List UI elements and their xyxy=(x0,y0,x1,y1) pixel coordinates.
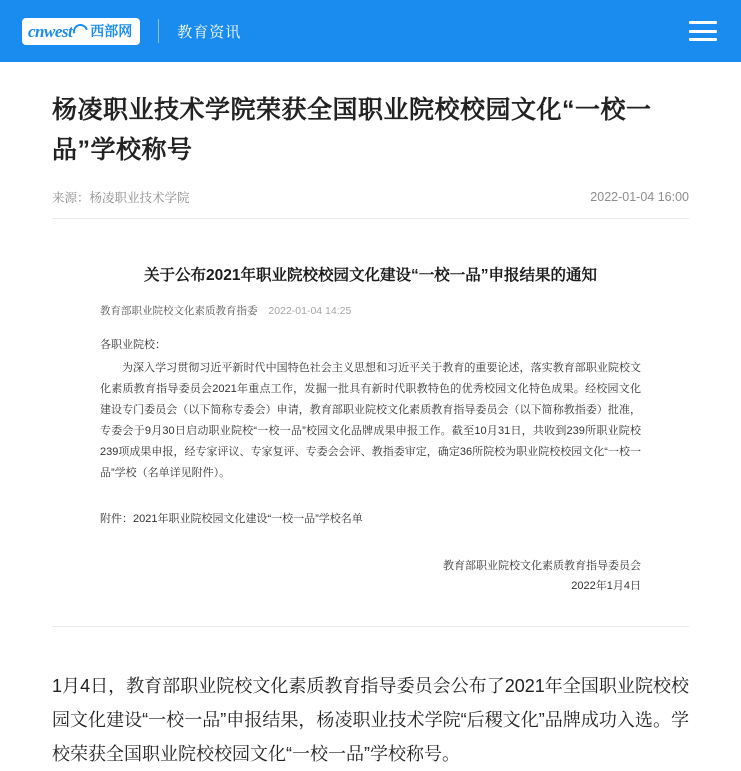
document-signature-date: 2022年1月4日 xyxy=(571,580,641,592)
site-header xyxy=(0,0,741,62)
article-summary: 1月4日，教育部职业院校文化素质教育指导委员会公布了2021年全国职业院校校园文化建设“一校一品”申报结果，杨凌职业技术学院“后稷文化”品牌成功入选。学校荣获全国职业院校校园文化“一校一品”学校称号。 xyxy=(52,676,689,764)
document-body: 为深入学习贯彻习近平新时代中国特色社会主义思想和习近平关于教育的重要论述，落实教育部职业院校文化素质教育指导委员会2021年重点工作，发掘一批具有新时代职教特色的优秀校园文化特色成果。经校园文化建设专门委员会（以下简称专委会）申请，教育部职业院校文化素质教育指导委员会（以下简称教指委）批准，专委会于9月30日启动职业院校“一校一品”校园文化品牌成果申报工作。截至10月31日，共收到239所职业院校239项成果申报，经专家评议、专家复评、专委会会评、教指委审定，确定36所院校为职业院校校园文化“一校一品”学校（名单详见附件）。 xyxy=(100,362,641,479)
site-logo[interactable] xyxy=(22,18,140,45)
document-time: 2022-01-04 14:25 xyxy=(268,305,352,317)
menu-bar-1 xyxy=(689,21,717,24)
embedded-document xyxy=(52,235,689,627)
menu-bar-2 xyxy=(689,30,717,33)
page-title: 杨凌职业技术学院荣获全国职业院校校园文化“一校一品”学校称号 xyxy=(52,96,652,164)
header-divider xyxy=(158,19,159,43)
article-source: 来源：杨凌职业技术学院 xyxy=(52,191,190,205)
document-title: 关于公布2021年职业院校校园文化建设“一校一品”申报结果的通知 xyxy=(144,267,597,284)
article-container xyxy=(0,90,741,771)
article-publish-time: 2022-01-04 16:00 xyxy=(590,190,689,204)
document-attachment: 附件：2021年职业院校园文化建设“一校一品”学校名单 xyxy=(100,513,363,525)
document-salutation: 各职业院校： xyxy=(100,339,166,351)
document-signature xyxy=(100,556,641,596)
logo-text-cnwest: cnwest xyxy=(28,21,73,41)
document-source: 教育部职业院校文化素质教育指委 xyxy=(100,305,258,317)
hamburger-menu-icon[interactable] xyxy=(689,21,717,41)
logo-text-chinese: 西部网 xyxy=(90,23,133,39)
menu-bar-3 xyxy=(689,38,717,41)
article-meta xyxy=(52,170,689,219)
logo-swoosh-icon xyxy=(70,21,90,41)
document-signature-org: 教育部职业院校文化素质教育指导委员会 xyxy=(443,560,641,572)
channel-label[interactable]: 教育资讯 xyxy=(177,23,242,41)
document-meta xyxy=(100,303,641,318)
